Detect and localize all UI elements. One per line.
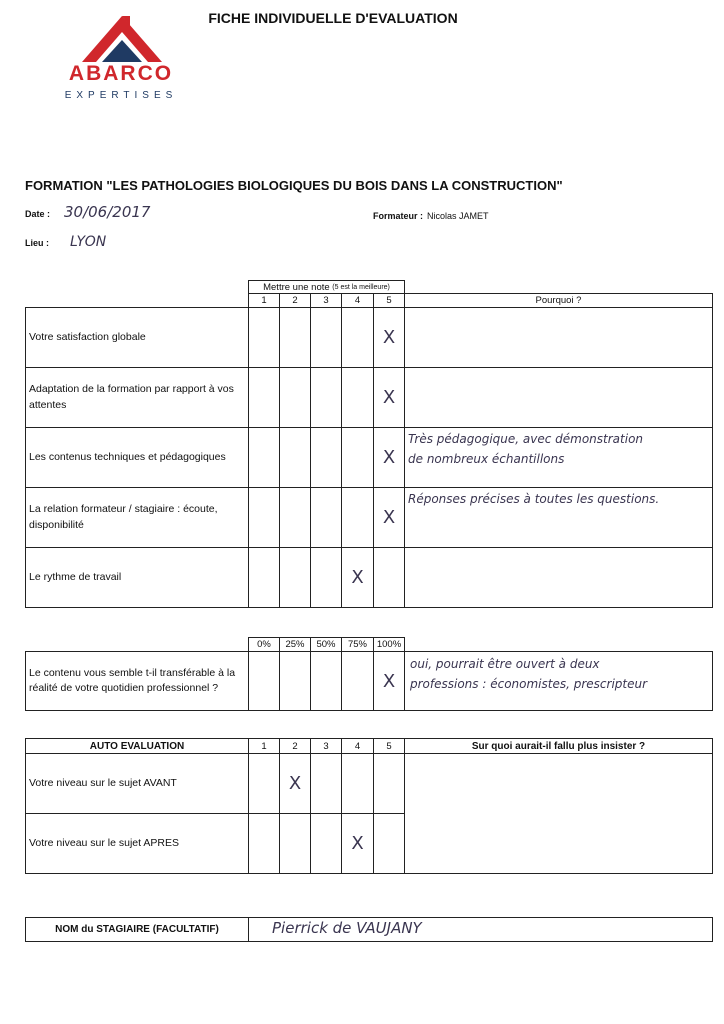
rating-cell <box>248 487 280 548</box>
rating-question: Le rythme de travail <box>25 547 249 608</box>
self-eval-cell <box>248 753 280 814</box>
rating-cell <box>373 547 405 608</box>
rating-cell-selected: X <box>373 427 405 488</box>
transfer-cell <box>248 651 280 711</box>
self-eval-cell <box>373 753 405 814</box>
self-eval-cell <box>310 813 342 874</box>
trainer-label: Formateur : <box>373 211 424 221</box>
self-eval-cell-selected: X <box>341 813 374 874</box>
self-scale-header: 1 <box>248 738 280 754</box>
self-eval-question: Votre niveau sur le sujet AVANT <box>25 753 249 814</box>
rating-question: Votre satisfaction globale <box>25 307 249 368</box>
course-title: FORMATION "LES PATHOLOGIES BIOLOGIQUES DU BOIS DANS LA CONSTRUCTION" <box>25 178 563 193</box>
trainee-label: NOM du STAGIAIRE (FACULTATIF) <box>25 917 249 942</box>
rating-cell <box>248 307 280 368</box>
rating-question: Les contenus techniques et pédagogiques <box>25 427 249 488</box>
rating-cell <box>341 487 374 548</box>
rating-cell <box>279 487 311 548</box>
logo-name: ABARCO <box>68 62 174 85</box>
percent-header: 0% <box>248 637 280 652</box>
rating-cell <box>279 367 311 428</box>
self-eval-cell <box>279 813 311 874</box>
rating-cell <box>310 367 342 428</box>
scale-header: 3 <box>310 293 342 308</box>
place-label: Lieu : <box>25 238 49 248</box>
transfer-cell-selected: X <box>373 651 405 711</box>
rating-cell-selected: X <box>373 367 405 428</box>
transfer-question: Le contenu vous semble t-il transférable à la réalité de votre quotidien professionnel ? <box>25 651 249 711</box>
rating-cell <box>279 307 311 368</box>
rating-cell <box>341 427 374 488</box>
why-header: Pourquoi ? <box>404 293 713 308</box>
scale-header: 5 <box>373 293 405 308</box>
percent-header: 75% <box>341 637 374 652</box>
trainee-name: Pierrick de VAUJANY <box>272 919 422 937</box>
transfer-cell <box>310 651 342 711</box>
self-scale-header: 2 <box>279 738 311 754</box>
transfer-comment-line: professions : économistes, prescripteur <box>410 677 648 691</box>
note-header-hint: (5 est la meilleure) <box>332 283 390 291</box>
why-comment-line: Réponses précises à toutes les questions. <box>408 492 660 506</box>
logo-roof-graphic <box>62 10 182 66</box>
insist-cell <box>404 753 713 874</box>
transfer-cell <box>279 651 311 711</box>
why-cell <box>404 367 713 428</box>
date-label: Date : <box>25 209 51 219</box>
document-title: FICHE INDIVIDUELLE D'EVALUATION <box>208 10 458 26</box>
rating-cell <box>341 307 374 368</box>
self-eval-cell <box>373 813 405 874</box>
why-cell <box>404 547 713 608</box>
rating-cell-selected: X <box>373 307 405 368</box>
rating-cell <box>248 427 280 488</box>
self-eval-cell-selected: X <box>279 753 311 814</box>
self-scale-header: 4 <box>341 738 374 754</box>
rating-question: La relation formateur / stagiaire : écoute, disponibilité <box>25 487 249 548</box>
rating-cell-selected: X <box>341 547 374 608</box>
scale-header: 1 <box>248 293 280 308</box>
self-eval-cell <box>341 753 374 814</box>
note-header-label: Mettre une note <box>263 281 330 293</box>
rating-cell-selected: X <box>373 487 405 548</box>
percent-header: 100% <box>373 637 405 652</box>
self-eval-cell <box>310 753 342 814</box>
rating-cell <box>279 547 311 608</box>
note-header <box>248 280 405 294</box>
why-comment-line: de nombreux échantillons <box>408 452 565 466</box>
transfer-cell <box>341 651 374 711</box>
rating-cell <box>310 307 342 368</box>
rating-cell <box>310 487 342 548</box>
self-eval-cell <box>248 813 280 874</box>
rating-question: Adaptation de la formation par rapport à vos attentes <box>25 367 249 428</box>
self-scale-header: 3 <box>310 738 342 754</box>
rating-cell <box>248 367 280 428</box>
self-eval-header: AUTO EVALUATION <box>25 738 249 754</box>
rating-cell <box>279 427 311 488</box>
rating-cell <box>310 547 342 608</box>
self-scale-header: 5 <box>373 738 405 754</box>
rating-cell <box>341 367 374 428</box>
place-value: LYON <box>70 234 107 250</box>
scale-header: 2 <box>279 293 311 308</box>
date-value: 30/06/2017 <box>64 203 151 221</box>
why-cell <box>404 307 713 368</box>
trainer-value: Nicolas JAMET <box>427 211 489 221</box>
rating-cell <box>248 547 280 608</box>
transfer-comment-line: oui, pourrait être ouvert à deux <box>410 657 600 671</box>
percent-header: 25% <box>279 637 311 652</box>
logo-subtitle: EXPERTISES <box>64 90 178 101</box>
rating-cell <box>310 427 342 488</box>
why-comment-line: Très pédagogique, avec démonstration <box>408 432 644 446</box>
percent-header: 50% <box>310 637 342 652</box>
self-eval-question: Votre niveau sur le sujet APRES <box>25 813 249 874</box>
insist-header: Sur quoi aurait-il fallu plus insister ? <box>404 738 713 754</box>
scale-header: 4 <box>341 293 374 308</box>
